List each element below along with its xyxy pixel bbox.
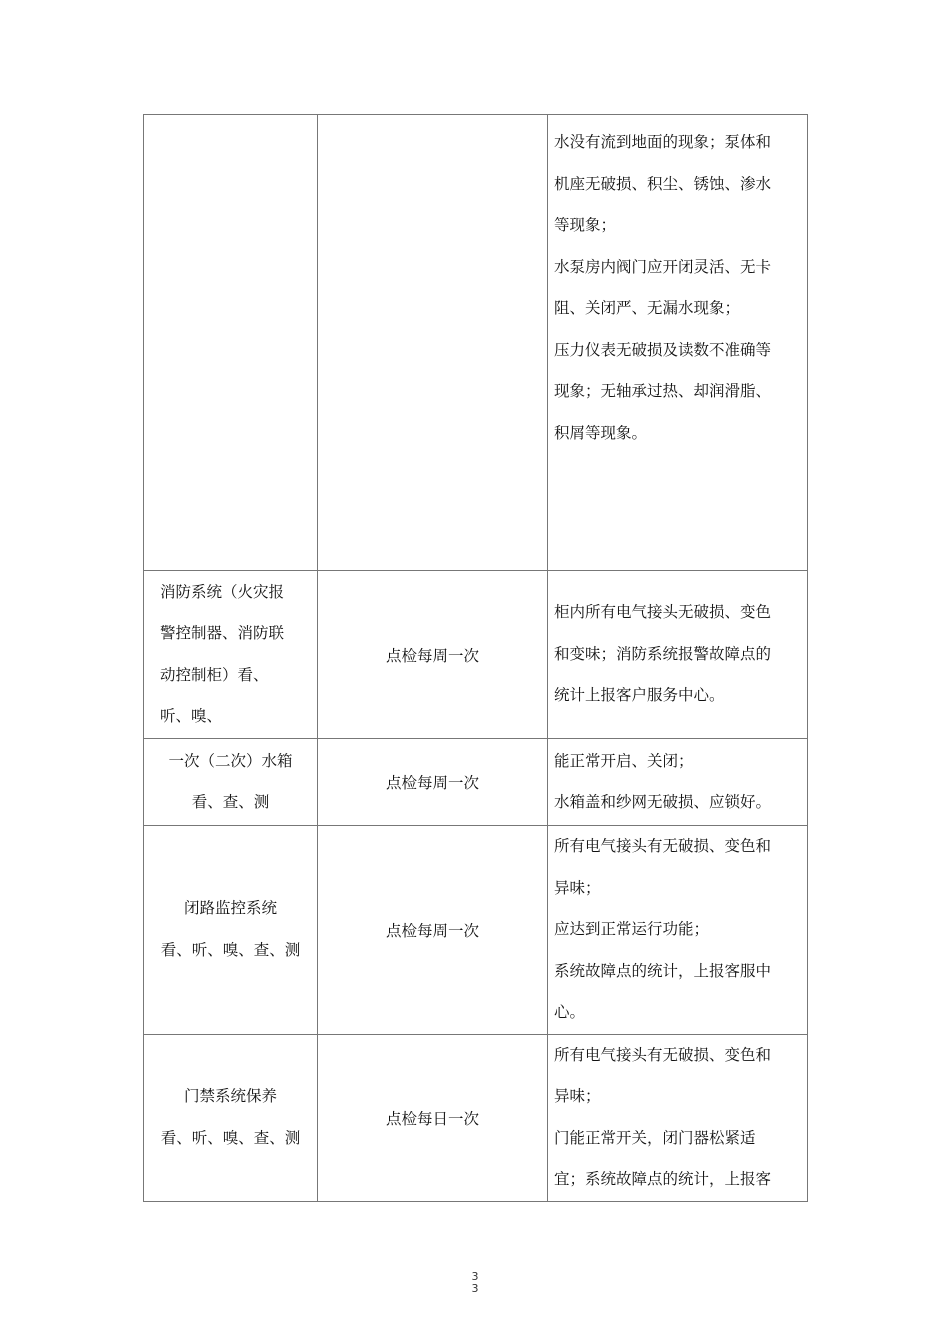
item-cell: [144, 115, 318, 571]
requirement-line: 系统故障点的统计，上报客服中: [554, 961, 772, 980]
requirement-line: 柜内所有电气接头无破损、变色: [554, 603, 772, 622]
requirements-cell: [548, 739, 808, 826]
table-row: [144, 1034, 808, 1201]
requirement-line: 统计上报客户服务中心。: [554, 686, 725, 705]
table-row: [144, 826, 808, 1035]
method-cell: 点检每周一次: [318, 571, 548, 739]
requirements-cell: [548, 571, 808, 739]
item-line: 看、听、嗅、查、测: [160, 1128, 301, 1147]
requirement-line: 能正常开启、关闭；: [554, 751, 694, 770]
method-cell: 点检每周一次: [318, 826, 548, 1035]
method-cell: [318, 115, 548, 571]
method-cell: 点检每日一次: [318, 1034, 548, 1201]
item-cell: [144, 739, 318, 826]
page-number: 3: [471, 1270, 479, 1283]
requirement-line: 现象；无轴承过热、却润滑脂、: [554, 382, 772, 400]
requirement-line: 水箱盖和纱网无破损、应锁好。: [554, 793, 772, 811]
requirement-line: 等现象；: [554, 216, 617, 234]
requirement-line: 阻、关闭严、无漏水现象；: [554, 299, 741, 317]
item-line: 看、查、测: [191, 793, 270, 811]
requirement-line: 异味；: [554, 878, 601, 897]
method-cell: 点检每周一次: [318, 739, 548, 826]
item-cell: [144, 1034, 318, 1201]
table-row: [144, 571, 808, 739]
item-line: 听、嗅、: [160, 707, 223, 725]
requirements-cell: [548, 826, 808, 1035]
requirements-cell: [548, 115, 808, 571]
requirements-cell: [548, 1034, 808, 1201]
item-line: 警控制器、消防联: [160, 624, 285, 642]
page-number-repeat: 3: [471, 1282, 479, 1295]
item-line: 门禁系统保养: [183, 1087, 277, 1105]
item-line: 看、听、嗅、查、测: [160, 940, 301, 959]
requirement-line: 和变味；消防系统报警故障点的: [554, 644, 772, 663]
item-line: 消防系统（火灾报: [160, 582, 285, 601]
item-line: 一次（二次）水箱: [168, 751, 293, 770]
requirement-line: 门能正常开关，闭门器松紧适: [554, 1128, 756, 1147]
item-line: 闭路监控系统: [183, 899, 277, 918]
requirement-line: 水泵房内阀门应开闭灵活、无卡: [554, 257, 772, 276]
requirement-line: 积屑等现象。: [554, 423, 648, 442]
requirement-line: 所有电气接头有无破损、变色和: [554, 1045, 772, 1064]
requirement-line: 心。: [554, 1003, 586, 1021]
requirement-line: 应达到正常运行功能；: [554, 920, 710, 938]
requirement-line: 压力仪表无破损及读数不准确等: [554, 340, 772, 359]
requirement-line: 宜；系统故障点的统计，上报客: [554, 1170, 772, 1188]
requirement-line: 异味；: [554, 1087, 601, 1105]
requirement-line: 机座无破损、积尘、锈蚀、渗水: [554, 174, 772, 193]
requirement-line: 水没有流到地面的现象；泵体和: [554, 133, 772, 151]
item-cell: [144, 826, 318, 1035]
item-line: 动控制柜）看、: [160, 665, 269, 684]
inspection-table: [143, 114, 808, 1202]
table-row: [144, 115, 808, 571]
item-cell: [144, 571, 318, 739]
requirement-line: 所有电气接头有无破损、变色和: [554, 837, 772, 855]
table-row: [144, 739, 808, 826]
